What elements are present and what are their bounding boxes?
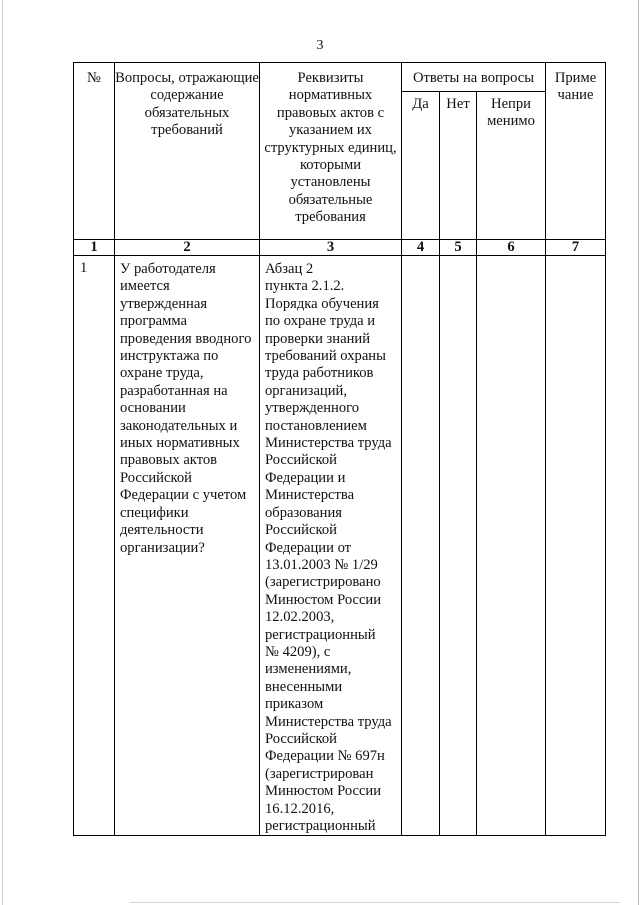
column-number: 1 bbox=[74, 240, 115, 256]
requisite-line: образования bbox=[265, 504, 342, 521]
column-number: 7 bbox=[546, 240, 606, 256]
column-number: 3 bbox=[260, 240, 402, 256]
requisite-line: № 4209), с bbox=[265, 643, 331, 660]
requisite-line: (зарегистрировано bbox=[265, 574, 381, 591]
requisite-line: Российской bbox=[265, 522, 337, 539]
requisite-line: Министерства труда bbox=[265, 435, 392, 452]
scan-edge-right bbox=[638, 0, 639, 905]
requisite-line: Министерства труда bbox=[265, 713, 392, 730]
header-number: № bbox=[74, 63, 115, 240]
header-questions: Вопросы, отражающие содержание обязательных требований bbox=[115, 63, 260, 240]
requisite-line: Российской bbox=[265, 730, 337, 747]
requisite-line: 12.02.2003, bbox=[265, 609, 335, 626]
requisite-line: требований охраны bbox=[265, 348, 386, 365]
scan-edge-left bbox=[2, 0, 3, 905]
column-number: 2 bbox=[115, 240, 260, 256]
requisite-line: регистрационный bbox=[265, 818, 376, 834]
header-row-top bbox=[74, 63, 606, 92]
requisite-line: Федерации и bbox=[265, 469, 346, 486]
row-requisites bbox=[260, 256, 402, 836]
answer-not-applicable-cell[interactable] bbox=[477, 256, 546, 836]
requisites-lines bbox=[265, 261, 397, 835]
requisite-line: регистрационный bbox=[265, 626, 376, 643]
requisite-line: организаций, bbox=[265, 382, 347, 399]
requisite-line: постановлением bbox=[265, 417, 367, 434]
header-answers: Ответы на вопросы bbox=[402, 63, 546, 92]
column-number: 5 bbox=[440, 240, 477, 256]
answer-no-cell[interactable] bbox=[440, 256, 477, 836]
requisite-line: утвержденного bbox=[265, 400, 360, 417]
requisite-line: Минюстом России bbox=[265, 591, 382, 608]
requisite-line: Федерации № 697н bbox=[265, 748, 385, 765]
scan-edge-bottom bbox=[130, 902, 620, 903]
requirements-table bbox=[73, 62, 606, 836]
column-numbers-row bbox=[74, 240, 606, 256]
header-note: Приме чание bbox=[546, 63, 606, 240]
requisite-line: Министерства bbox=[265, 487, 355, 504]
requisite-line: Минюстом России bbox=[265, 783, 382, 800]
row-question: У работодателя имеется утвержденная программа проведения вводного инструктажа по охране труда, разработанная на основании законодательных и иных нормативных правовых актов Российской Федерации с учетом специфики деятельности организации? bbox=[115, 256, 260, 836]
requisite-line: труда работников bbox=[265, 365, 374, 382]
table-row bbox=[74, 256, 606, 836]
row-number: 1 bbox=[74, 256, 115, 836]
requisite-line: (зарегистрирован bbox=[265, 765, 374, 782]
requisite-line: изменениями, bbox=[265, 661, 352, 678]
header-yes: Да bbox=[402, 92, 440, 240]
requisite-line: проверки знаний bbox=[265, 330, 371, 347]
requisite-line: Федерации от bbox=[265, 539, 352, 556]
requisite-line: по охране труда и bbox=[265, 313, 376, 330]
requisite-line: Порядка обучения bbox=[265, 295, 379, 312]
requisite-line: 16.12.2016, bbox=[265, 800, 335, 817]
requisite-line: Российской bbox=[265, 452, 337, 469]
header-requisites: Реквизиты нормативных правовых актов с указанием их структурных единиц, которыми установлены обязательные требования bbox=[260, 63, 402, 240]
requisite-line: внесенными bbox=[265, 678, 343, 695]
header-no-answer: Нет bbox=[440, 92, 477, 240]
page-number: 3 bbox=[316, 38, 324, 53]
requisite-line: Абзац 2 bbox=[265, 261, 314, 277]
column-number: 4 bbox=[402, 240, 440, 256]
requisite-line: 13.01.2003 № 1/29 bbox=[265, 556, 378, 573]
column-number: 6 bbox=[477, 240, 546, 256]
requisite-line: пункта 2.1.2. bbox=[265, 278, 345, 295]
requisite-line: приказом bbox=[265, 696, 324, 713]
answer-yes-cell[interactable] bbox=[402, 256, 440, 836]
note-cell[interactable] bbox=[546, 256, 606, 836]
header-not-applicable: Непри менимо bbox=[477, 92, 546, 240]
